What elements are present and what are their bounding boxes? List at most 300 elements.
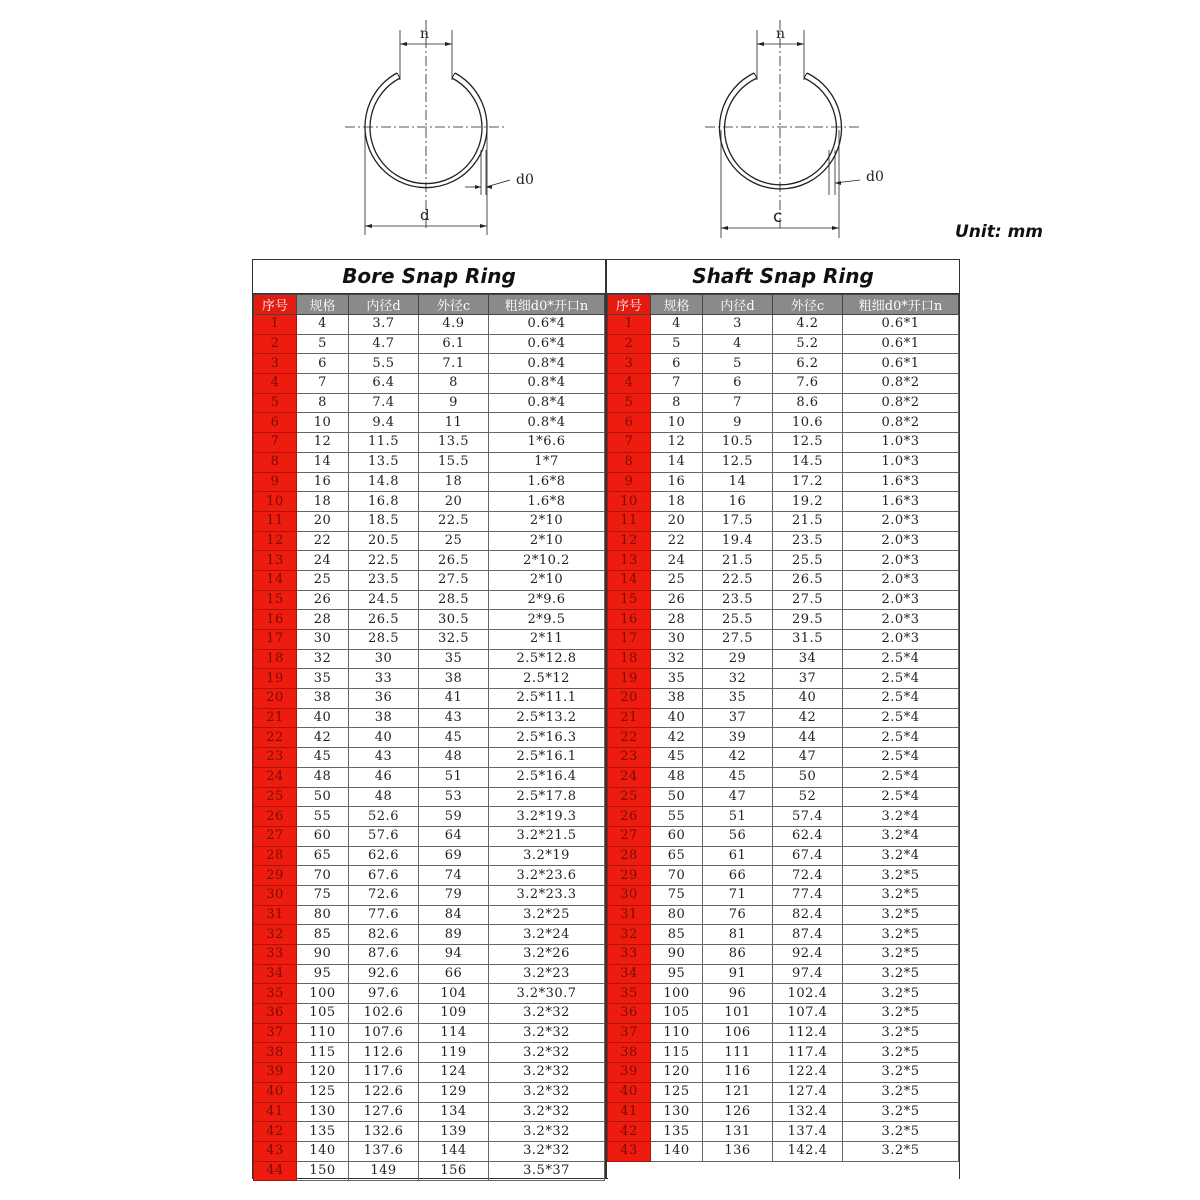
cell-spec: 4 [297, 315, 349, 335]
table-row [608, 1102, 959, 1122]
cell-outer-c: 124 [419, 1063, 489, 1083]
cell-thickness-opening: 1.0*3 [843, 433, 959, 453]
cell-index: 19 [254, 669, 297, 689]
cell-spec: 14 [297, 452, 349, 472]
cell-spec: 10 [297, 413, 349, 433]
cell-index: 29 [254, 866, 297, 886]
cell-inner-d: 52.6 [349, 807, 419, 827]
cell-index: 2 [608, 334, 651, 354]
cell-index: 18 [254, 649, 297, 669]
cell-thickness-opening: 3.2*5 [843, 905, 959, 925]
cell-inner-d: 3.7 [349, 315, 419, 335]
cell-spec: 7 [651, 374, 703, 394]
cell-inner-d: 9 [703, 413, 773, 433]
cell-outer-c: 77.4 [773, 885, 843, 905]
cell-spec: 30 [297, 630, 349, 650]
table-row [254, 472, 605, 492]
cell-spec: 70 [297, 866, 349, 886]
cell-thickness-opening: 0.6*4 [489, 334, 605, 354]
cell-outer-c: 62.4 [773, 826, 843, 846]
cell-index: 27 [254, 826, 297, 846]
cell-spec: 40 [651, 708, 703, 728]
cell-thickness-opening: 0.8*4 [489, 413, 605, 433]
cell-inner-d: 25.5 [703, 610, 773, 630]
shaft-n-label: n [776, 26, 786, 42]
cell-index: 30 [254, 885, 297, 905]
cell-index: 21 [608, 708, 651, 728]
cell-index: 14 [254, 570, 297, 590]
cell-inner-d: 7.4 [349, 393, 419, 413]
cell-thickness-opening: 3.2*4 [843, 826, 959, 846]
table-row [254, 1063, 605, 1083]
cell-index: 28 [608, 846, 651, 866]
cell-outer-c: 114 [419, 1023, 489, 1043]
cell-outer-c: 22.5 [419, 511, 489, 531]
cell-index: 26 [254, 807, 297, 827]
cell-outer-c: 32.5 [419, 630, 489, 650]
cell-thickness-opening: 2.5*4 [843, 767, 959, 787]
cell-outer-c: 27.5 [419, 570, 489, 590]
table-row [254, 393, 605, 413]
table-row [254, 1004, 605, 1024]
table-row [608, 728, 959, 748]
table-row [608, 452, 959, 472]
table-row [608, 551, 959, 571]
cell-inner-d: 48 [349, 787, 419, 807]
cell-spec: 45 [651, 748, 703, 768]
cell-index: 15 [608, 590, 651, 610]
cell-inner-d: 137.6 [349, 1141, 419, 1161]
table-row [254, 708, 605, 728]
cell-thickness-opening: 2.0*3 [843, 551, 959, 571]
cell-outer-c: 102.4 [773, 984, 843, 1004]
cell-outer-c: 42 [773, 708, 843, 728]
cell-spec: 55 [651, 807, 703, 827]
cell-outer-c: 9 [419, 393, 489, 413]
cell-outer-c: 134 [419, 1102, 489, 1122]
cell-thickness-opening: 2*10 [489, 531, 605, 551]
cell-inner-d: 51 [703, 807, 773, 827]
cell-spec: 28 [297, 610, 349, 630]
cell-index: 33 [608, 945, 651, 965]
cell-thickness-opening: 3.2*32 [489, 1082, 605, 1102]
cell-outer-c: 139 [419, 1122, 489, 1142]
cell-inner-d: 30 [349, 649, 419, 669]
cell-spec: 95 [651, 964, 703, 984]
cell-spec: 85 [297, 925, 349, 945]
shaft-ring-diagram [700, 0, 930, 245]
cell-index: 24 [608, 767, 651, 787]
cell-spec: 115 [297, 1043, 349, 1063]
cell-outer-c: 6.1 [419, 334, 489, 354]
cell-thickness-opening: 0.8*2 [843, 374, 959, 394]
table-row [608, 925, 959, 945]
cell-thickness-opening: 3.2*32 [489, 1063, 605, 1083]
cell-thickness-opening: 3.2*24 [489, 925, 605, 945]
cell-outer-c: 30.5 [419, 610, 489, 630]
cell-outer-c: 41 [419, 689, 489, 709]
cell-spec: 48 [651, 767, 703, 787]
cell-outer-c: 14.5 [773, 452, 843, 472]
cell-outer-c: 7.1 [419, 354, 489, 374]
cell-inner-d: 7 [703, 393, 773, 413]
cell-inner-d: 77.6 [349, 905, 419, 925]
cell-spec: 10 [651, 413, 703, 433]
cell-thickness-opening: 3.2*4 [843, 846, 959, 866]
cell-outer-c: 51 [419, 767, 489, 787]
cell-index: 7 [254, 433, 297, 453]
cell-thickness-opening: 3.2*25 [489, 905, 605, 925]
cell-inner-d: 4 [703, 334, 773, 354]
table-row [254, 787, 605, 807]
cell-thickness-opening: 3.2*5 [843, 964, 959, 984]
cell-inner-d: 82.6 [349, 925, 419, 945]
cell-spec: 130 [651, 1102, 703, 1122]
cell-inner-d: 71 [703, 885, 773, 905]
cell-thickness-opening: 2.5*16.4 [489, 767, 605, 787]
cell-thickness-opening: 2.5*16.1 [489, 748, 605, 768]
cell-index: 34 [608, 964, 651, 984]
cell-thickness-opening: 3.2*5 [843, 1043, 959, 1063]
cell-spec: 50 [651, 787, 703, 807]
table-row [254, 610, 605, 630]
cell-inner-d: 38 [349, 708, 419, 728]
cell-outer-c: 109 [419, 1004, 489, 1024]
cell-inner-d: 5.5 [349, 354, 419, 374]
cell-index: 26 [608, 807, 651, 827]
cell-index: 18 [608, 649, 651, 669]
cell-spec: 12 [651, 433, 703, 453]
cell-inner-d: 72.6 [349, 885, 419, 905]
table-row [608, 374, 959, 394]
cell-outer-c: 28.5 [419, 590, 489, 610]
cell-outer-c: 12.5 [773, 433, 843, 453]
cell-thickness-opening: 3.2*19 [489, 846, 605, 866]
cell-spec: 80 [651, 905, 703, 925]
cell-spec: 35 [651, 669, 703, 689]
cell-index: 6 [608, 413, 651, 433]
cell-index: 25 [254, 787, 297, 807]
cell-outer-c: 79 [419, 885, 489, 905]
cell-index: 4 [254, 374, 297, 394]
cell-thickness-opening: 2.5*4 [843, 689, 959, 709]
table-row [608, 315, 959, 335]
cell-index: 36 [254, 1004, 297, 1024]
cell-index: 23 [608, 748, 651, 768]
table-row [254, 413, 605, 433]
cell-inner-d: 32 [703, 669, 773, 689]
bore-snap-ring-panel [252, 259, 606, 1179]
cell-inner-d: 18.5 [349, 511, 419, 531]
cell-inner-d: 66 [703, 866, 773, 886]
cell-index: 25 [608, 787, 651, 807]
table-row [608, 334, 959, 354]
header-spec: 规格 [651, 295, 703, 315]
cell-thickness-opening: 3.2*26 [489, 945, 605, 965]
cell-index: 13 [608, 551, 651, 571]
table-row [254, 905, 605, 925]
cell-thickness-opening: 2.5*4 [843, 669, 959, 689]
header-inner-d: 内径d [703, 295, 773, 315]
cell-thickness-opening: 0.6*1 [843, 334, 959, 354]
cell-index: 12 [254, 531, 297, 551]
cell-spec: 100 [297, 984, 349, 1004]
cell-thickness-opening: 0.8*4 [489, 393, 605, 413]
table-row [254, 866, 605, 886]
cell-index: 20 [254, 689, 297, 709]
cell-outer-c: 19.2 [773, 492, 843, 512]
cell-outer-c: 87.4 [773, 925, 843, 945]
cell-outer-c: 13.5 [419, 433, 489, 453]
shaft-table [607, 294, 959, 1180]
cell-index: 41 [608, 1102, 651, 1122]
header-thickness-opening: 粗细d0*开口n [489, 295, 605, 315]
cell-inner-d: 121 [703, 1082, 773, 1102]
cell-index: 43 [254, 1141, 297, 1161]
cell-outer-c: 74 [419, 866, 489, 886]
cell-index: 28 [254, 846, 297, 866]
cell-thickness-opening: 2.0*3 [843, 511, 959, 531]
shaft-snap-ring-panel [606, 259, 960, 1179]
cell-outer-c: 25 [419, 531, 489, 551]
cell-outer-c: 129 [419, 1082, 489, 1102]
cell-inner-d: 111 [703, 1043, 773, 1063]
cell-outer-c: 59 [419, 807, 489, 827]
cell-inner-d: 21.5 [703, 551, 773, 571]
cell-inner-d: 12.5 [703, 452, 773, 472]
cell-thickness-opening: 3.2*32 [489, 1043, 605, 1063]
cell-outer-c: 64 [419, 826, 489, 846]
cell-index: 1 [254, 315, 297, 335]
empty-cell [608, 1161, 651, 1180]
table-row [608, 1043, 959, 1063]
cell-spec: 110 [297, 1023, 349, 1043]
header-outer-c: 外径c [773, 295, 843, 315]
cell-inner-d: 19.4 [703, 531, 773, 551]
cell-index: 42 [608, 1122, 651, 1142]
cell-spec: 105 [297, 1004, 349, 1024]
table-row [254, 1082, 605, 1102]
cell-thickness-opening: 2.5*12 [489, 669, 605, 689]
cell-outer-c: 94 [419, 945, 489, 965]
bore-table-title: Bore Snap Ring [253, 260, 605, 294]
table-row [608, 1004, 959, 1024]
cell-thickness-opening: 3.2*32 [489, 1141, 605, 1161]
cell-thickness-opening: 1*6.6 [489, 433, 605, 453]
cell-outer-c: 66 [419, 964, 489, 984]
shaft-header-row [608, 295, 959, 315]
cell-outer-c: 26.5 [773, 570, 843, 590]
cell-thickness-opening: 0.6*1 [843, 354, 959, 374]
table-row [254, 551, 605, 571]
table-row [608, 669, 959, 689]
cell-index: 37 [608, 1023, 651, 1043]
cell-thickness-opening: 1.6*8 [489, 472, 605, 492]
cell-spec: 150 [297, 1161, 349, 1181]
cell-spec: 30 [651, 630, 703, 650]
cell-outer-c: 8.6 [773, 393, 843, 413]
cell-spec: 95 [297, 964, 349, 984]
cell-spec: 75 [297, 885, 349, 905]
table-row [254, 531, 605, 551]
cell-index: 10 [608, 492, 651, 512]
cell-index: 34 [254, 964, 297, 984]
cell-outer-c: 119 [419, 1043, 489, 1063]
cell-spec: 16 [651, 472, 703, 492]
table-row [254, 570, 605, 590]
cell-inner-d: 42 [703, 748, 773, 768]
cell-index: 23 [254, 748, 297, 768]
cell-spec: 125 [297, 1082, 349, 1102]
cell-inner-d: 97.6 [349, 984, 419, 1004]
cell-outer-c: 17.2 [773, 472, 843, 492]
cell-index: 8 [608, 452, 651, 472]
cell-thickness-opening: 3.2*5 [843, 1063, 959, 1083]
cell-outer-c: 43 [419, 708, 489, 728]
cell-spec: 38 [297, 689, 349, 709]
cell-index: 17 [608, 630, 651, 650]
cell-inner-d: 122.6 [349, 1082, 419, 1102]
shaft-table-title: Shaft Snap Ring [607, 260, 959, 294]
cell-outer-c: 48 [419, 748, 489, 768]
cell-index: 22 [254, 728, 297, 748]
cell-thickness-opening: 2.5*4 [843, 748, 959, 768]
table-row [608, 492, 959, 512]
table-row [254, 374, 605, 394]
cell-outer-c: 38 [419, 669, 489, 689]
cell-thickness-opening: 2.0*3 [843, 531, 959, 551]
cell-thickness-opening: 1*7 [489, 452, 605, 472]
cell-thickness-opening: 1.6*3 [843, 472, 959, 492]
cell-outer-c: 11 [419, 413, 489, 433]
cell-index: 40 [608, 1082, 651, 1102]
cell-index: 12 [608, 531, 651, 551]
cell-inner-d: 24.5 [349, 590, 419, 610]
cell-outer-c: 47 [773, 748, 843, 768]
cell-outer-c: 21.5 [773, 511, 843, 531]
cell-thickness-opening: 3.2*32 [489, 1122, 605, 1142]
cell-index: 16 [254, 610, 297, 630]
cell-index: 7 [608, 433, 651, 453]
table-row [608, 885, 959, 905]
cell-thickness-opening: 2.5*16.3 [489, 728, 605, 748]
cell-index: 3 [254, 354, 297, 374]
cell-outer-c: 132.4 [773, 1102, 843, 1122]
cell-inner-d: 136 [703, 1141, 773, 1161]
cell-spec: 25 [297, 570, 349, 590]
cell-spec: 42 [651, 728, 703, 748]
table-row [254, 964, 605, 984]
cell-inner-d: 127.6 [349, 1102, 419, 1122]
cell-spec: 18 [651, 492, 703, 512]
table-row [608, 649, 959, 669]
cell-outer-c: 122.4 [773, 1063, 843, 1083]
cell-spec: 130 [297, 1102, 349, 1122]
cell-outer-c: 4.2 [773, 315, 843, 335]
cell-thickness-opening: 3.2*23.3 [489, 885, 605, 905]
cell-inner-d: 16 [703, 492, 773, 512]
cell-outer-c: 44 [773, 728, 843, 748]
cell-index: 27 [608, 826, 651, 846]
table-row [254, 433, 605, 453]
cell-index: 9 [608, 472, 651, 492]
cell-index: 38 [608, 1043, 651, 1063]
cell-thickness-opening: 0.6*4 [489, 315, 605, 335]
table-row [254, 885, 605, 905]
table-row [254, 1102, 605, 1122]
cell-inner-d: 61 [703, 846, 773, 866]
cell-thickness-opening: 3.2*5 [843, 866, 959, 886]
cell-inner-d: 92.6 [349, 964, 419, 984]
cell-outer-c: 107.4 [773, 1004, 843, 1024]
cell-spec: 7 [297, 374, 349, 394]
cell-index: 30 [608, 885, 651, 905]
cell-inner-d: 17.5 [703, 511, 773, 531]
cell-inner-d: 117.6 [349, 1063, 419, 1083]
bore-header-row [254, 295, 605, 315]
table-row [254, 1141, 605, 1161]
table-row [608, 689, 959, 709]
cell-inner-d: 126 [703, 1102, 773, 1122]
table-row [254, 492, 605, 512]
table-row [608, 570, 959, 590]
table-row [254, 354, 605, 374]
cell-thickness-opening: 3.2*5 [843, 1082, 959, 1102]
cell-outer-c: 117.4 [773, 1043, 843, 1063]
cell-index: 42 [254, 1122, 297, 1142]
table-row [608, 807, 959, 827]
cell-thickness-opening: 0.8*2 [843, 413, 959, 433]
cell-outer-c: 142.4 [773, 1141, 843, 1161]
cell-thickness-opening: 0.8*2 [843, 393, 959, 413]
cell-spec: 45 [297, 748, 349, 768]
cell-inner-d: 22.5 [349, 551, 419, 571]
cell-thickness-opening: 2.0*3 [843, 590, 959, 610]
header-thickness-opening: 粗细d0*开口n [843, 295, 959, 315]
table-row [254, 826, 605, 846]
cell-thickness-opening: 2*11 [489, 630, 605, 650]
cell-outer-c: 50 [773, 767, 843, 787]
cell-inner-d: 23.5 [349, 570, 419, 590]
cell-thickness-opening: 2.5*4 [843, 787, 959, 807]
cell-index: 20 [608, 689, 651, 709]
empty-cell [773, 1161, 843, 1180]
cell-outer-c: 92.4 [773, 945, 843, 965]
cell-inner-d: 16.8 [349, 492, 419, 512]
table-row [608, 1161, 959, 1180]
cell-index: 5 [608, 393, 651, 413]
cell-index: 36 [608, 1004, 651, 1024]
cell-outer-c: 137.4 [773, 1122, 843, 1142]
table-row [254, 630, 605, 650]
table-row [254, 1023, 605, 1043]
table-row [254, 945, 605, 965]
cell-outer-c: 15.5 [419, 452, 489, 472]
cell-inner-d: 81 [703, 925, 773, 945]
cell-thickness-opening: 2.0*3 [843, 630, 959, 650]
table-row [254, 728, 605, 748]
cell-index: 29 [608, 866, 651, 886]
table-row [608, 1082, 959, 1102]
cell-inner-d: 132.6 [349, 1122, 419, 1142]
cell-inner-d: 28.5 [349, 630, 419, 650]
cell-inner-d: 116 [703, 1063, 773, 1083]
cell-index: 11 [254, 511, 297, 531]
cell-thickness-opening: 3.2*5 [843, 925, 959, 945]
cell-outer-c: 72.4 [773, 866, 843, 886]
cell-inner-d: 26.5 [349, 610, 419, 630]
cell-outer-c: 69 [419, 846, 489, 866]
